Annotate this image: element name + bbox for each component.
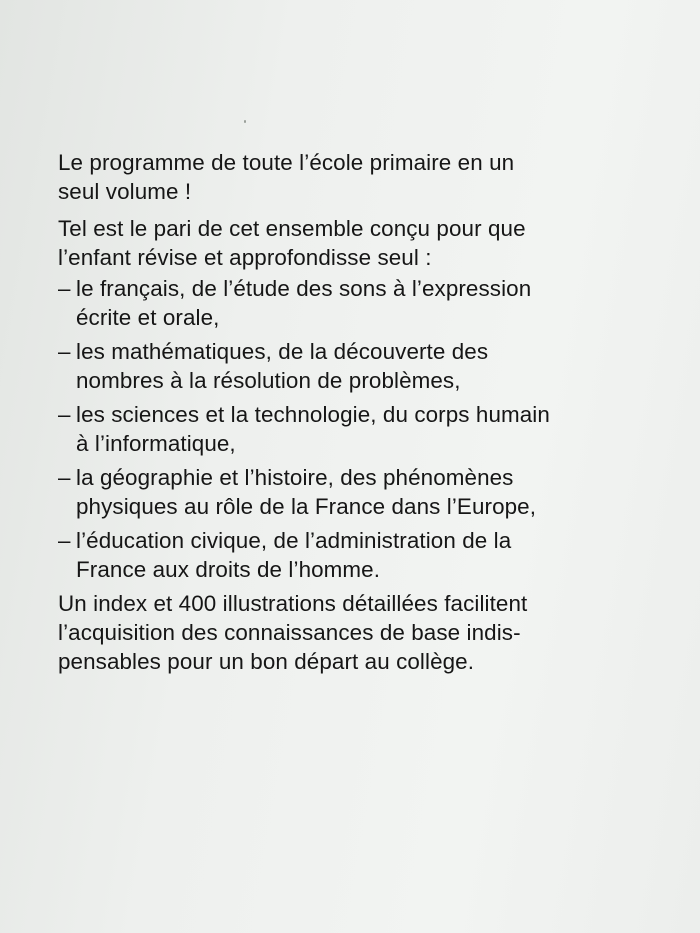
- list-item-line-2: France aux droits de l’homme.: [76, 557, 381, 582]
- list-item-sciences: [58, 400, 690, 458]
- list-item-text: [76, 463, 536, 521]
- list-dash: –: [58, 339, 71, 364]
- list-item-line-1: la géographie et l’histoire, des phénomènes: [76, 465, 514, 490]
- list-dash: –: [58, 528, 71, 553]
- list-item-line-1: les mathématiques, de la découverte des: [76, 339, 489, 364]
- subject-list: [58, 274, 690, 584]
- lead-line-1: Tel est le pari de cet ensemble conçu pour que: [58, 216, 526, 241]
- intro-paragraph: [58, 148, 690, 206]
- list-item-text: [76, 274, 531, 332]
- list-item-line-2: physiques au rôle de la France dans l’Europe,: [76, 494, 537, 519]
- list-item-mathematiques: [58, 337, 690, 395]
- list-item-text: [76, 526, 511, 584]
- list-item-line-2: à l’informatique,: [76, 431, 236, 456]
- list-item-line-2: nombres à la résolution de problèmes,: [76, 368, 461, 393]
- intro-line-1: Le programme de toute l’école primaire en un: [58, 150, 515, 175]
- list-dash: –: [58, 402, 71, 427]
- list-item-text: [76, 337, 488, 395]
- intro-line-2: seul volume !: [58, 179, 192, 204]
- list-item-geographie: [58, 463, 690, 521]
- closing-line-3: pensables pour un bon départ au collège.: [58, 649, 475, 674]
- list-item-line-1: les sciences et la technologie, du corps humain: [76, 402, 550, 427]
- list-item-line-2: écrite et orale,: [76, 305, 220, 330]
- lead-paragraph: [58, 214, 690, 272]
- list-dash: –: [58, 276, 71, 301]
- closing-line-1: Un index et 400 illustrations détaillées facilitent: [58, 591, 528, 616]
- list-item-line-1: le français, de l’étude des sons à l’expression: [76, 276, 532, 301]
- closing-paragraph: [58, 589, 690, 676]
- closing-line-2: l’acquisition des connaissances de base indis-: [58, 620, 521, 645]
- cover-text: [58, 148, 690, 676]
- list-dash: –: [58, 465, 71, 490]
- list-item-text: [76, 400, 550, 458]
- list-item-francais: [58, 274, 690, 332]
- paper-speck: [244, 120, 246, 123]
- lead-line-2: l’enfant révise et approfondisse seul :: [58, 245, 432, 270]
- list-item-line-1: l’éducation civique, de l’administration de la: [76, 528, 512, 553]
- list-item-education-civique: [58, 526, 690, 584]
